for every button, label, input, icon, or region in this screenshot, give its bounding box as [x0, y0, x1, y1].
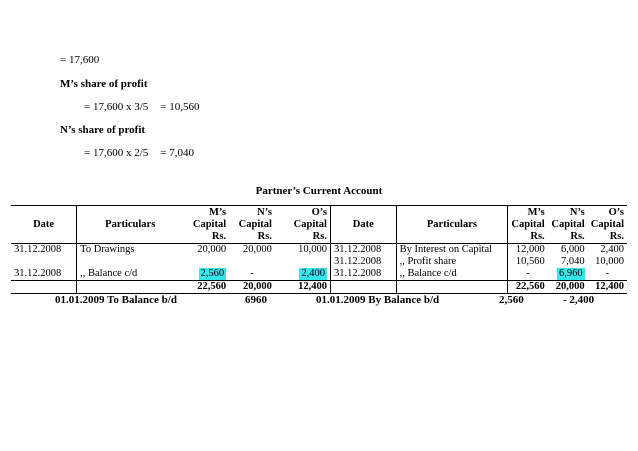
row-particulars: ,, Balance c/d	[77, 268, 184, 281]
header-particulars-right: Particulars	[396, 206, 508, 244]
balance-bd-right-m: 2,560	[499, 294, 524, 306]
header-n-capital: N’s Capital Rs.	[229, 206, 275, 244]
row-n-capital-right	[548, 268, 588, 281]
header-particulars: Particulars	[77, 206, 184, 244]
table-row	[11, 268, 627, 281]
n-share-result: = 7,040	[160, 147, 194, 159]
row-date-right: 31.12.2008	[330, 268, 396, 281]
table-header-row	[11, 206, 627, 244]
table-title: Partner’s Current Account	[255, 185, 383, 197]
balance-bd-line	[55, 294, 615, 308]
row-o-capital-right: 2,400	[600, 244, 624, 255]
highlighted-value: 6,960	[559, 268, 583, 279]
row-date-right: 31.12.2008	[330, 256, 396, 268]
header-m-capital: M’s Capital Rs.	[183, 206, 229, 244]
totals-row	[11, 281, 627, 294]
row-date	[11, 256, 77, 268]
header-date-right: Date	[330, 206, 396, 244]
total-o-capital: 12,400	[275, 281, 331, 294]
n-share-calculation	[84, 147, 194, 159]
current-account-table	[11, 205, 627, 294]
row-particulars: To Drawings	[77, 244, 184, 257]
row-m-capital	[183, 256, 229, 268]
header-m-capital-right: M’s Capital Rs.	[508, 206, 548, 244]
row-m-capital-right: 12,000	[508, 244, 548, 257]
m-share-heading: M’s share of profit	[60, 78, 148, 90]
table-row	[11, 244, 627, 257]
row-particulars	[77, 256, 184, 268]
header-o-capital-right: O’s Capital Rs.	[588, 206, 627, 244]
row-o-capital-right: 10,000	[595, 256, 624, 267]
row-n-capital: -	[250, 268, 254, 279]
balance-bd-left-n: 6960	[245, 294, 267, 306]
total-n-capital-right: 20,000	[548, 281, 588, 294]
highlighted-value: 2,400	[301, 268, 325, 279]
header-date: Date	[11, 206, 77, 244]
totals-particulars	[77, 281, 184, 294]
row-o-capital: 10,000	[298, 244, 327, 255]
m-share-expression: = 17,600 x 3/5	[84, 101, 149, 113]
total-m-capital-right: 22,560	[508, 281, 548, 294]
n-share-expression: = 17,600 x 2/5	[84, 147, 149, 159]
row-n-capital-right: 6,000	[561, 244, 585, 255]
row-m-capital	[183, 268, 229, 281]
m-share-calculation	[84, 101, 199, 113]
balance-bd-right-label: 01.01.2009 By Balance b/d	[316, 294, 440, 306]
n-share-heading: N’s share of profit	[60, 124, 146, 136]
row-m-capital-right: 10,560	[508, 256, 548, 268]
row-particulars-right: ,, Profit share	[396, 256, 508, 268]
total-m-capital: 22,560	[183, 281, 229, 294]
row-date: 31.12.2008	[14, 244, 62, 255]
totals-date-right	[330, 281, 396, 294]
total-o-capital-right: 12,400	[588, 281, 627, 294]
highlighted-value: 2,560	[200, 268, 225, 279]
row-n-capital-right: 7,040	[561, 256, 585, 267]
balance-bd-left-label: 01.01.2009 To Balance b/d	[55, 294, 177, 306]
row-o-capital	[275, 256, 331, 268]
balance-bd-right-rest: - 2,400	[563, 294, 595, 306]
row-o-capital	[275, 268, 331, 281]
table-row	[11, 256, 627, 268]
row-o-capital-right: -	[605, 268, 610, 279]
row-date: 31.12.2008	[14, 268, 62, 279]
row-date-right: 31.12.2008	[330, 244, 396, 257]
row-particulars-right: ,, Balance c/d	[396, 268, 508, 281]
header-o-capital: O’s Capital Rs.	[275, 206, 331, 244]
row-particulars-right: By Interest on Capital	[396, 244, 508, 257]
header-n-capital-right: N’s Capital Rs.	[548, 206, 588, 244]
total-n-capital: 20,000	[229, 281, 275, 294]
row-n-capital: 20,000	[243, 244, 272, 255]
row-m-capital-right: -	[508, 268, 548, 281]
total-profit-line: = 17,600	[60, 54, 100, 66]
totals-date	[11, 281, 77, 294]
totals-particulars-right	[396, 281, 508, 294]
row-m-capital: 20,000	[197, 244, 227, 255]
row-n-capital	[229, 256, 275, 268]
m-share-result: = 10,560	[160, 101, 200, 113]
